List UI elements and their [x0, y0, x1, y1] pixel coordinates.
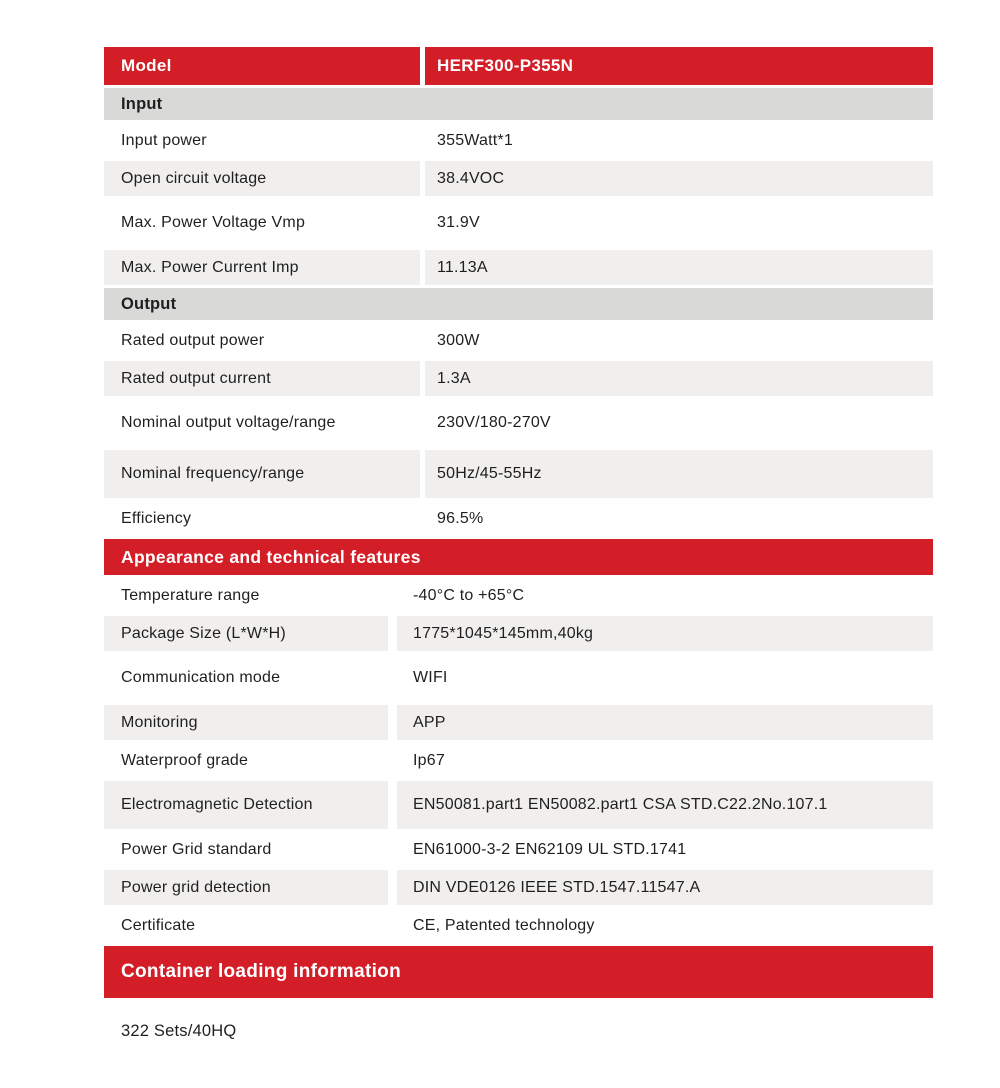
spec-label: Communication mode [121, 669, 281, 686]
spec-value: 11.13A [425, 250, 933, 285]
spec-label: Input power [121, 131, 207, 149]
spec-row [104, 123, 933, 158]
spec-label: Monitoring [104, 705, 388, 740]
spec-label: Nominal output voltage/range [121, 414, 336, 431]
spec-label: Certificate [121, 916, 196, 934]
spec-row [104, 161, 933, 196]
spec-row [104, 654, 933, 702]
spec-row [104, 361, 933, 396]
spec-value: 38.4VOC [425, 161, 933, 196]
section-header: Appearance and technical features [104, 539, 933, 575]
spec-row [104, 908, 933, 943]
container-capacity-note: 322 Sets/40HQ [121, 1022, 237, 1040]
spec-row [104, 450, 933, 498]
spec-row [104, 616, 933, 651]
spec-value: 1775*1045*145mm,40kg [397, 616, 933, 651]
spec-label: Temperature range [121, 586, 260, 604]
column-divider [388, 578, 397, 613]
spec-label: Rated output power [121, 331, 265, 349]
column-divider [388, 743, 397, 778]
spec-row [104, 743, 933, 778]
spec-label: Electromagnetic Detection [104, 781, 388, 829]
spec-label: Max. Power Voltage Vmp [121, 214, 306, 231]
model-header-label: Model [104, 47, 420, 85]
spec-label: Max. Power Current Imp [104, 250, 420, 285]
spec-value: 1.3A [425, 361, 933, 396]
spec-row [104, 501, 933, 536]
spec-label: Open circuit voltage [104, 161, 420, 196]
column-divider [388, 832, 397, 867]
spec-row [104, 781, 933, 829]
spec-row [104, 705, 933, 740]
section-header: Container loading information [104, 946, 933, 998]
spec-value: 300W [437, 331, 480, 349]
spec-value: 230V/180-270V [437, 414, 551, 431]
spec-value: DIN VDE0126 IEEE STD.1547.11547.A [397, 870, 933, 905]
spec-value: EN61000-3-2 EN62109 UL STD.1741 [413, 840, 687, 858]
spec-row [104, 578, 933, 613]
spec-value: -40°C to +65°C [413, 586, 525, 604]
spec-label: Package Size (L*W*H) [104, 616, 388, 651]
spec-label: Waterproof grade [121, 751, 249, 769]
spec-value: 96.5% [437, 509, 484, 527]
spec-value: 50Hz/45-55Hz [425, 450, 933, 498]
spec-table [104, 47, 933, 1041]
spec-row [104, 399, 933, 447]
spec-label: Rated output current [104, 361, 420, 396]
spec-row [104, 832, 933, 867]
table-body [104, 88, 933, 998]
spec-row [104, 870, 933, 905]
table-header-row [104, 47, 933, 85]
spec-value: WIFI [413, 669, 448, 686]
spec-label: Power grid detection [104, 870, 388, 905]
column-divider [388, 654, 397, 702]
column-divider [388, 870, 397, 905]
spec-row [104, 250, 933, 285]
spec-value: APP [397, 705, 933, 740]
column-divider [388, 781, 397, 829]
section-header: Output [104, 288, 933, 320]
column-divider [388, 705, 397, 740]
spec-value: CE, Patented technology [413, 916, 595, 934]
spec-row [104, 199, 933, 247]
spec-label: Nominal frequency/range [104, 450, 420, 498]
section-header: Input [104, 88, 933, 120]
column-divider [388, 616, 397, 651]
spec-value: 31.9V [437, 214, 480, 231]
column-divider [388, 908, 397, 943]
spec-label: Power Grid standard [121, 840, 272, 858]
spec-row [104, 323, 933, 358]
spec-label: Efficiency [121, 509, 192, 527]
spec-value: EN50081.part1 EN50082.part1 CSA STD.C22.2No.107.1 [397, 781, 933, 829]
model-header-value: HERF300-P355N [425, 47, 933, 85]
spec-value: Ip67 [413, 751, 445, 769]
spec-value: 355Watt*1 [437, 131, 513, 149]
